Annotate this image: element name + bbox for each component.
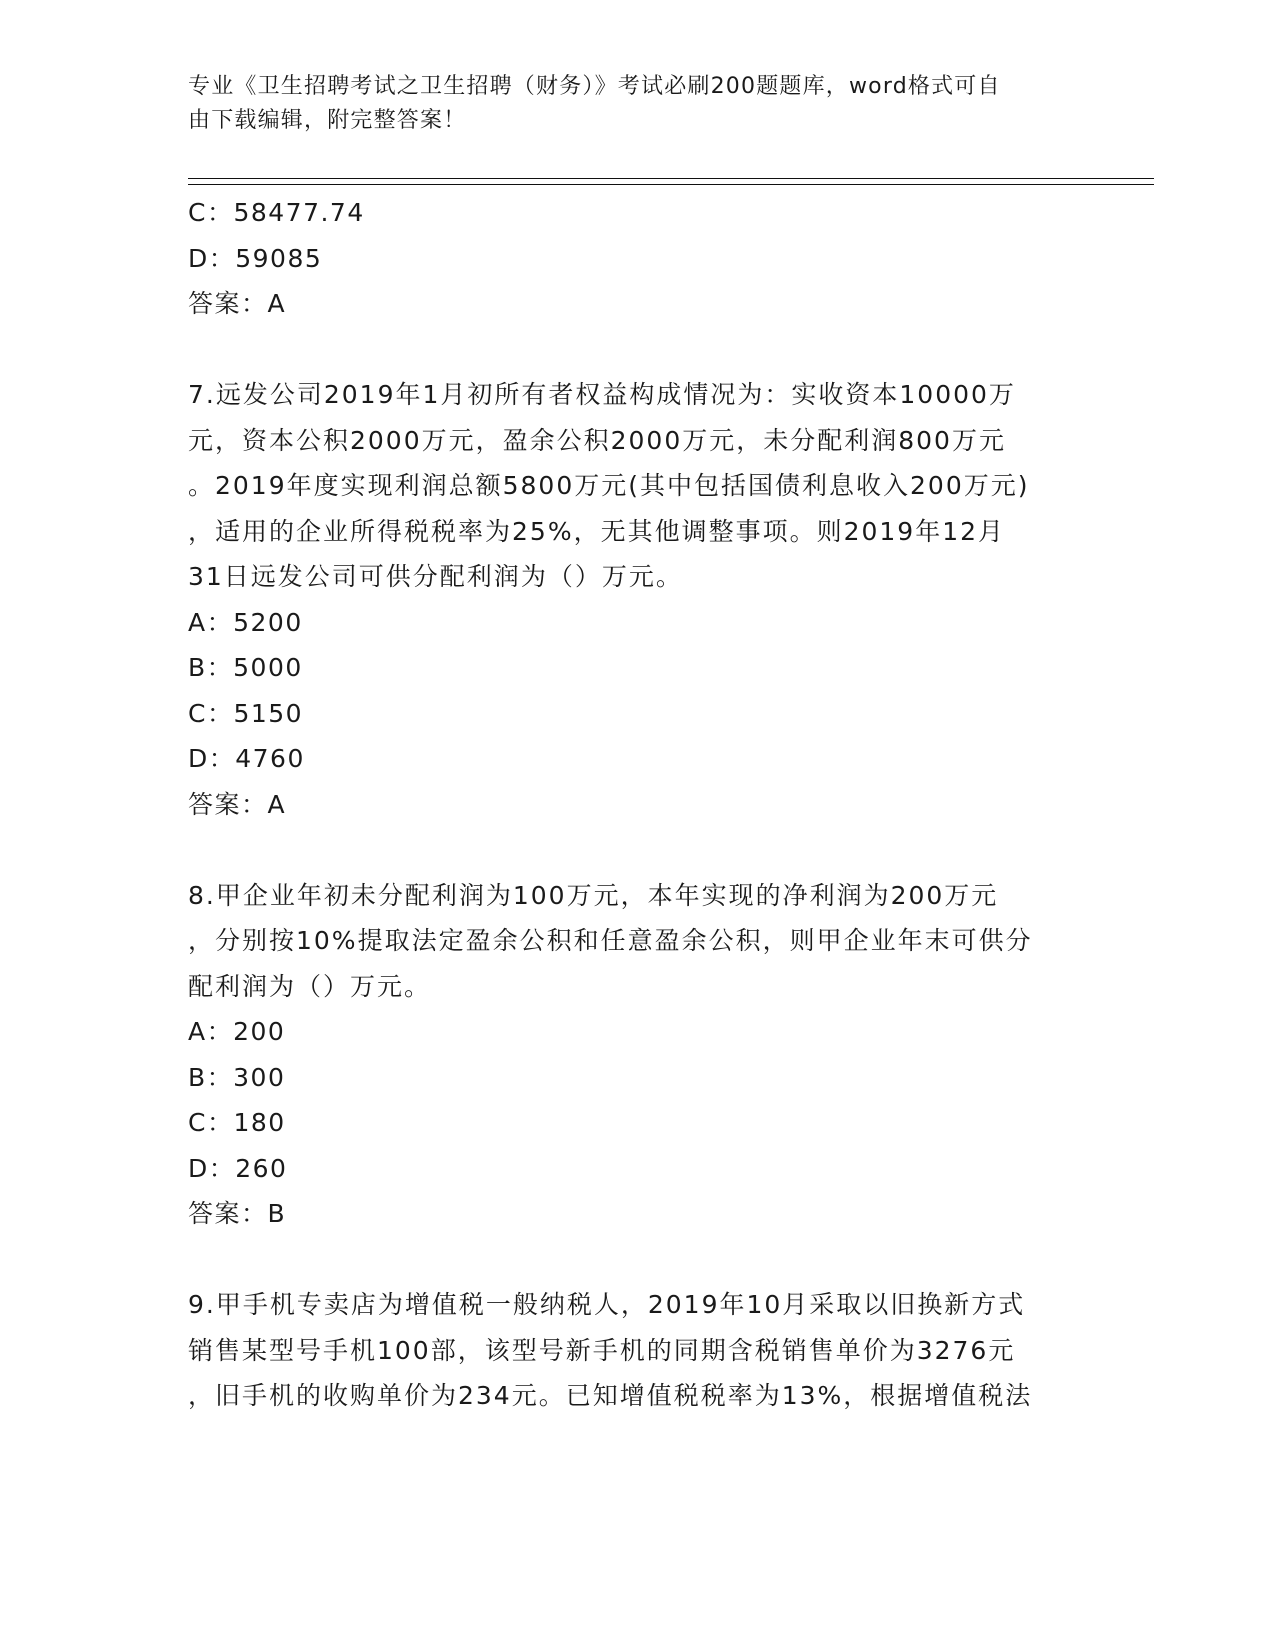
question-9: [188, 1282, 1088, 1419]
question-text-line: 7.远发公司2019年1月初所有者权益构成情况为：实收资本10000万: [188, 380, 1016, 409]
question-text-line: ，分别按10%提取法定盈余公积和任意盈余公积，则甲企业年末可供分: [188, 926, 1033, 955]
question-text-line: 配利润为（）万元。: [188, 971, 432, 1001]
header-rule-bottom: [188, 184, 1154, 185]
option-c: C：58477.74: [188, 198, 365, 227]
question-text-line: ，适用的企业所得税税率为25%，无其他调整事项。则2019年12月: [188, 516, 1006, 546]
answer-line: 答案：A: [188, 289, 287, 318]
header-title-line-1: 专业《卫生招聘考试之卫生招聘（财务）》考试必刷200题题库，word格式可自: [188, 74, 1001, 99]
answer-line: 答案：A: [188, 789, 287, 819]
spacer: [188, 1237, 1088, 1283]
page-header: [188, 70, 1088, 138]
option-d: D：4760: [188, 744, 305, 773]
prev-question: [188, 190, 1088, 327]
option-d: D：260: [188, 1153, 288, 1183]
question-text-line: 31日远发公司可供分配利润为（）万元。: [188, 562, 683, 591]
option-c: C：5150: [188, 698, 304, 728]
spacer: [188, 327, 1088, 373]
question-text-line: 。2019年度实现利润总额5800万元(其中包括国债利息收入200万元): [188, 471, 1030, 500]
header-rule-top: [188, 178, 1154, 179]
option-a: A：5200: [188, 607, 303, 637]
question-text-line: 元，资本公积2000万元，盈余公积2000万元，未分配利润800万元: [188, 425, 1006, 455]
question-text-line: 9.甲手机专卖店为增值税一般纳税人，2019年10月采取以旧换新方式: [188, 1290, 1026, 1319]
question-8: [188, 873, 1088, 1237]
option-b: B：5000: [188, 653, 303, 682]
question-7: [188, 372, 1088, 827]
document-body: [188, 190, 1088, 1419]
option-d: D：59085: [188, 243, 323, 273]
question-text-line: ，旧手机的收购单价为234元。已知增值税税率为13%，根据增值税法: [188, 1381, 1033, 1410]
option-b: B：300: [188, 1062, 286, 1092]
question-text-line: 8.甲企业年初未分配利润为100万元，本年实现的净利润为200万元: [188, 880, 999, 910]
option-c: C：180: [188, 1108, 286, 1137]
answer-line: 答案：B: [188, 1199, 287, 1228]
spacer: [188, 827, 1088, 873]
option-a: A：200: [188, 1017, 286, 1046]
question-text-line: 销售某型号手机100部，该型号新手机的同期含税销售单价为3276元: [188, 1335, 1016, 1365]
header-title-line-2: 由下载编辑，附完整答案！: [188, 108, 467, 133]
